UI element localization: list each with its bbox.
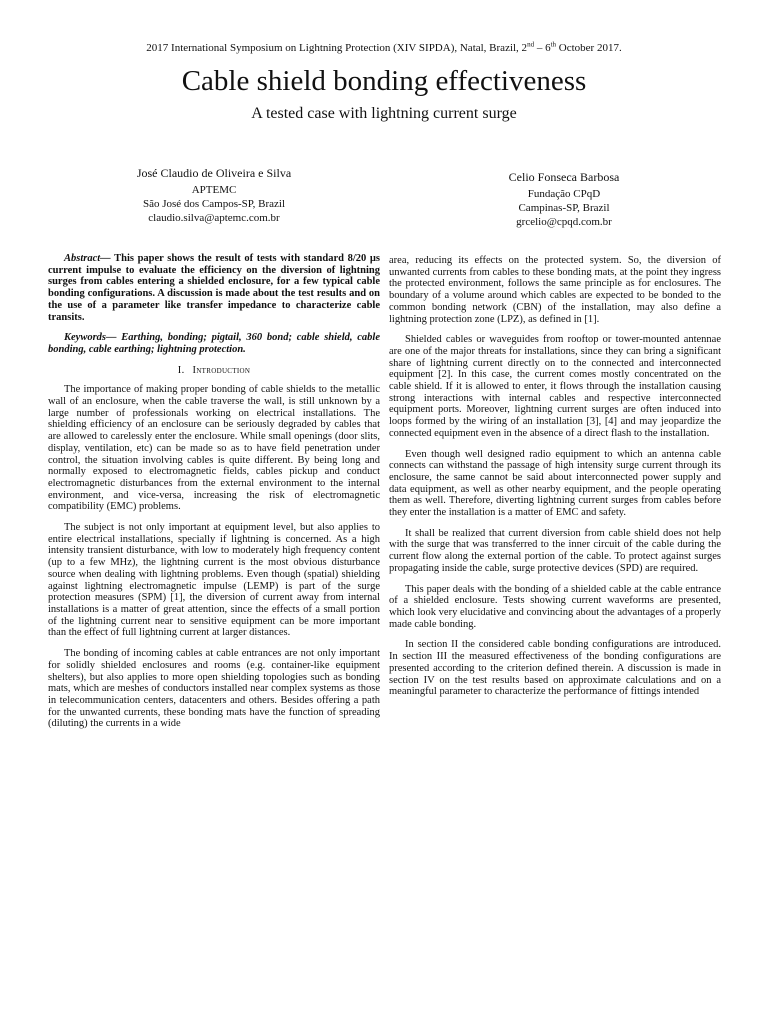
paragraph: area, reducing its effects on the protected system. So, the diversion of unwanted currents from cables to these bonding mats, at the point they ingress the protected environment, follows the same principle as for enclosures. The boundary of a volume around which cables are expected to be bonded to the common bonding network (CBN) of the installation, may also define a lightning protection zone (LPZ), as defined in [1].	[389, 255, 721, 325]
paragraph: This paper deals with the bonding of a shielded cable at the cable entrance of a shielded enclosure. Tests showing current waveforms are presented, which look very elucidative and convincing about the advantages of a properly made cable bonding.	[389, 583, 721, 630]
date-superscript: th	[550, 40, 557, 49]
paper-title: Cable shield bonding effectiveness	[181, 65, 587, 97]
author-name: José Claudio de Oliveira e Silva	[136, 166, 292, 180]
author-block-1	[84, 166, 344, 225]
paragraph: The importance of making proper bonding of cable shields to the metallic wall of an enclosure, when the cable traverse the wall, is still unknown by a large number of professionals working on electrical installations. The shielding efficiency of an enclosure can be seriously degraded by cables that are allowed to carelessly enter the enclosure. While small openings (door slits, display, ventilation, etc) can be made so as to have field penetration under control, the situation involving cables is quite different. By being long and normally exposed to electromagnetic fields, cables pickup and conduct electromagnetic disturbances from the external environment to the internal environment, and vice-versa, increasing the risk of electromagnetic compatibility (EMC) problems.	[48, 384, 380, 513]
paragraph: The subject is not only important at equipment level, but also applies to entire electrical installations, specially if lightning is concerned. As a high intensity transient disturbance, with low to moderately high frequency content (up to a few MHz), the lightning current is the most obvious disturbance source when dealing with lightning problems. Even though (spatial) shielding against lightning electromagnetic impulse (LEMP) is part of the surge protection measures (SPM) [1], the diversion of current away from internal installations is a matter of great attention, since the effects of a small portion of the lightning current near to sensitive equipment can be more important than the effect of full lightning current at larger distances.	[48, 522, 380, 639]
author-email: grcelio@cpqd.com.br	[516, 216, 612, 228]
author-affiliation: Fundação CPqD	[527, 188, 601, 200]
paragraph: Even though well designed radio equipment to which an antenna cable connects can withstand the passage of high intensity surge current through its enclosure, the same cannot be said about interconnected power supply and data equipment, as well as other nearby equipment, and the people operating them as well. Therefore, diverting lightning current surges from cables before they enter the installation is a matter of EMC and safety.	[389, 448, 721, 519]
keywords	[48, 332, 380, 355]
abstract-text: This paper shows the result of tests with standard 8/20 µs current impulse to evaluate the efficiency on the diversion of lightning surges from cables entering a shielded enclosure, for a few typical cable bonding configurations. A discussion is made about the test results and on the use of a parameter like transfer impedance to characterize cable transits.	[48, 253, 380, 323]
author-affiliation: APTEMC	[191, 184, 237, 196]
paragraph: In section II the considered cable bonding configurations are introduced. In section III the measured effectiveness of the bonding configurations are presented according to the criterion defined therein. A discussion is made in section IV on the test results based on approximate calculations and on a meaningful parameter to characterize the performance of fittings intended	[389, 639, 721, 698]
author-name: Celio Fonseca Barbosa	[508, 170, 620, 184]
paper-subtitle: A tested case with lightning current surge	[251, 105, 517, 122]
section-title: Introduction	[192, 364, 251, 376]
paragraph: It shall be realized that current diversion from cable shield does not help with the surge that was transferred to the inner circuit of the cable during the current flow along the external portion of the cable. To protect against surges propagating inside the cable, surge protective devices (SPD) are required.	[389, 527, 721, 574]
paragraph: Shielded cables or waveguides from rooftop or tower-mounted antennae are one of the major threats for installations, since they can bring a significant share of lightning current directly on to the connected and interconnected equipment [2]. In this case, the current comes mostly concentrated on the cable shield. If it is allowed to enter, it flows through the installation causing strong interactions with internal cables and respective interconnected equipment ports. Moreover, lightning current surges are often induced into loops formed by the wiring of an installation [3], [4] and may jeopardize the connected equipment even in the absence of a direct flash to the installation.	[389, 334, 721, 439]
author-block-2	[434, 170, 694, 229]
conference-header	[0, 41, 768, 55]
keywords-text: Earthing, bonding; pigtail, 360 bond; cable shield, cable bonding, cable earthing; lightning protection.	[48, 332, 380, 355]
keywords-lead: Keywords—	[64, 332, 117, 344]
author-email: claudio.silva@aptemc.com.br	[148, 212, 280, 224]
author-location: Campinas-SP, Brazil	[518, 202, 610, 214]
paragraph: The bonding of incoming cables at cable entrances are not only important for solidly shielded enclosures and rooms (e.g. container-like equipment shelters), but also applies to more open shielding topologies such as bonding mats, which are meshes of conductors installed near complex systems as those in telecommunication centers, datacenters and others. Besides offering a path for the unwanted currents, these bonding mats have the function of spreading (diluting) the currents in a wide	[48, 648, 380, 730]
abstract-lead: Abstract—	[64, 253, 111, 264]
author-location: São José dos Campos-SP, Brazil	[142, 198, 286, 210]
right-column	[389, 255, 721, 707]
section-number: I.	[177, 364, 185, 376]
conference-text: October 2017.	[556, 42, 622, 54]
abstract	[48, 253, 380, 323]
left-column	[48, 253, 380, 739]
section-heading	[48, 365, 380, 377]
conference-text: 2017 International Symposium on Lightning Protection (XIV SIPDA), Natal, Brazil, 2	[146, 42, 528, 54]
date-superscript: nd	[527, 40, 535, 49]
conference-text: – 6	[534, 42, 551, 54]
